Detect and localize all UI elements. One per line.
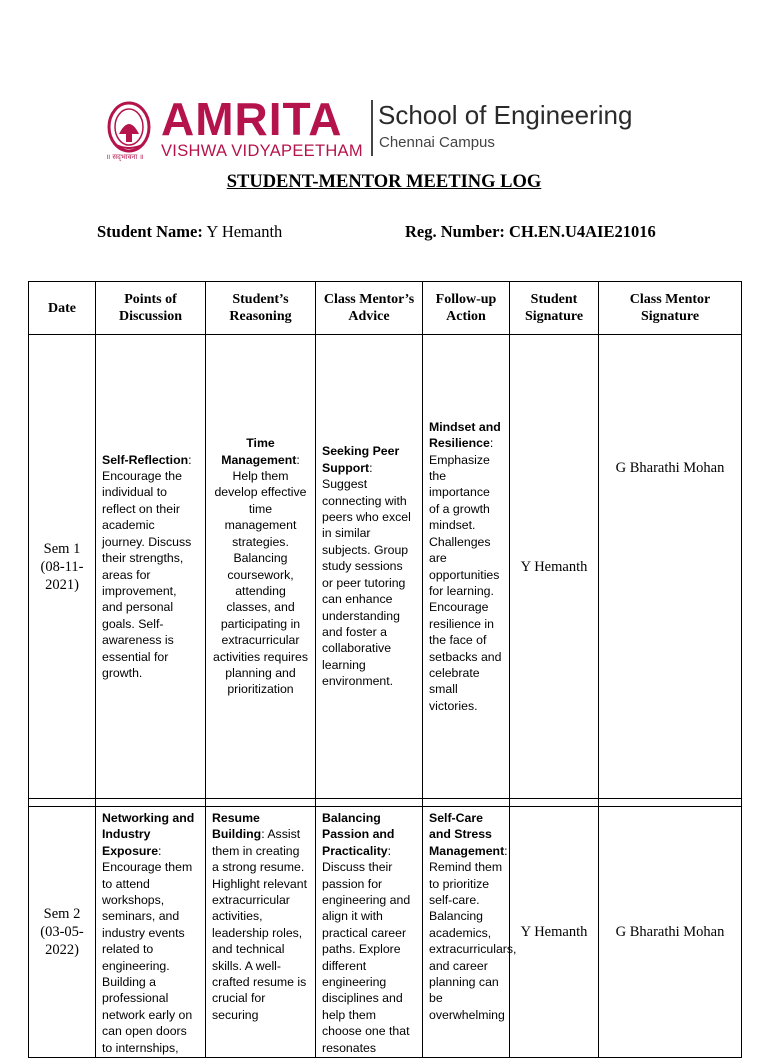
reasoning-title: Time Management xyxy=(221,436,297,467)
header-student-signature: Student Signature xyxy=(510,282,599,335)
row-spacer xyxy=(29,799,742,807)
header-mentor-signature: Class Mentor Signature xyxy=(599,282,742,335)
advice-title: Balancing Passion and Practicality xyxy=(322,811,395,858)
row-followup xyxy=(423,335,510,799)
reasoning-text: : Help them develop effective time management strategies. Balancing coursework, attending classes, and participating in extracurricular activities requires planning and prioritization xyxy=(213,452,308,697)
row-date: Sem 1 (08-11-2021) xyxy=(29,335,96,799)
row-followup xyxy=(423,807,517,1058)
row-date: Sem 2 (03-05-2022) xyxy=(29,807,96,1058)
page-title: STUDENT-MENTOR MEETING LOG xyxy=(226,172,542,192)
student-name-value: Y Hemanth xyxy=(206,222,283,241)
header-followup: Follow-up Action xyxy=(423,282,510,335)
row-advice xyxy=(316,807,423,1058)
row-student-signature: Y Hemanth xyxy=(510,807,599,1058)
table-header-row xyxy=(29,282,742,335)
discussion-title: Self-Reflection xyxy=(102,452,189,467)
row-advice xyxy=(316,335,423,799)
followup-text: : Remind them to prioritize self-care. Balancing academics, extracurriculars, and career planning can be overwhelming xyxy=(429,843,517,1022)
reg-number-label: Reg. Number: xyxy=(405,222,505,241)
logo-subtitle: VISHWA VIDYAPEETHAM xyxy=(161,142,363,160)
meeting-log-table xyxy=(28,281,742,1058)
logo-motto: ॥ सद्‌भावना ॥ xyxy=(106,153,144,161)
amrita-emblem-icon xyxy=(106,100,152,158)
reg-number-value: CH.EN.U4AIE21016 xyxy=(509,222,656,241)
discussion-text: : Encourage the individual to reflect on their academic journey. Discuss their strengths, areas for improvement, and personal goals. Self-awareness is essential for growth. xyxy=(102,452,192,680)
header-advice: Class Mentor’s Advice xyxy=(316,282,423,335)
student-name-label: Student Name: xyxy=(97,222,203,241)
header-date: Date xyxy=(29,282,96,335)
table-row xyxy=(29,335,742,799)
followup-title: Self-Care and Stress Management xyxy=(429,811,505,858)
discussion-title: Networking and Industry Exposure xyxy=(102,811,195,858)
logo-wordmark: AMRITA xyxy=(161,93,343,145)
table-row xyxy=(29,807,742,1058)
logo-divider xyxy=(371,100,373,156)
row-reasoning xyxy=(206,335,316,799)
row-discussion xyxy=(96,807,206,1058)
row-discussion xyxy=(96,335,206,799)
reasoning-title: Resume Building xyxy=(212,811,262,842)
school-name: School of Engineering xyxy=(378,100,633,130)
institution-logo xyxy=(103,92,663,168)
advice-text: : Suggest connecting with peers who excel in similar subjects. Group study sessions or peer tutoring can enhance understanding and foster a collaborative learning environment. xyxy=(322,460,411,689)
campus-name: Chennai Campus xyxy=(379,134,495,151)
header-reasoning: Student’s Reasoning xyxy=(206,282,316,335)
row-student-signature: Y Hemanth xyxy=(510,335,599,799)
row-reasoning xyxy=(206,807,316,1058)
followup-text: : Emphasize the importance of a growth mindset. Challenges are opportunities for learning. Encourage resilience in the face of setbacks and celebrate small victories. xyxy=(429,436,502,713)
row-mentor-signature: G Bharathi Mohan xyxy=(599,807,742,1058)
reasoning-text: : Assist them in creating a strong resume. Highlight relevant extracurricular activities, leadership roles, and technical skills. A well-crafted resume is crucial for securing xyxy=(212,827,308,1022)
header-discussion: Points of Discussion xyxy=(96,282,206,335)
student-name-line xyxy=(97,222,282,242)
reg-number-line xyxy=(405,222,656,242)
discussion-text: : Encourage them to attend workshops, seminars, and industry events related to engineering. Building a professional network early on can open doors to internships, xyxy=(102,843,193,1055)
advice-text: : Discuss their passion for engineering and align it with practical career paths. Explore different engineering disciplines and help them choose one that resonates xyxy=(322,843,411,1055)
advice-title: Seeking Peer Support xyxy=(322,444,400,475)
row-mentor-signature: G Bharathi Mohan xyxy=(599,335,742,799)
followup-title: Mindset and Resilience xyxy=(429,419,501,451)
